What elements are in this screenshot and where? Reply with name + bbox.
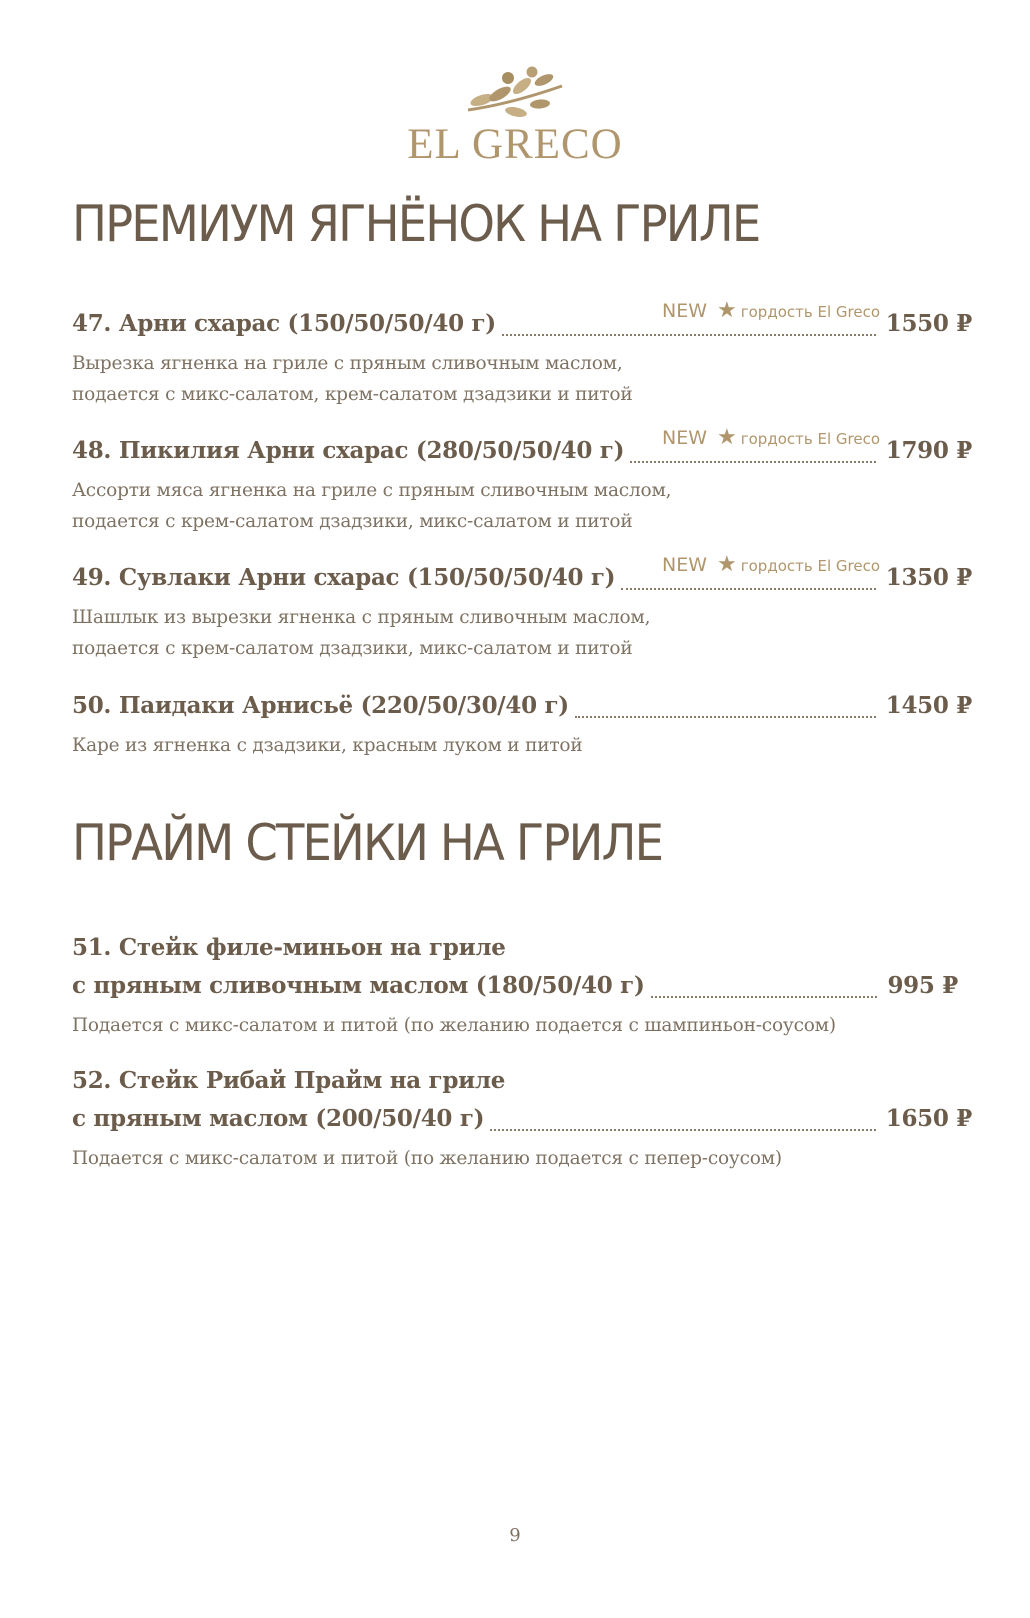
item-name: 50. Паидаки Арнисьё (220/50/30/40 г): [72, 692, 569, 719]
item-description: [72, 348, 972, 410]
item-name: 47. Арни схарас (150/50/50/40 г): [72, 310, 496, 337]
item-header: [72, 692, 972, 730]
item-header: [72, 1105, 972, 1143]
item-header: [72, 552, 972, 602]
description-line: подается с крем-салатом дзадзики, микс-салатом и питой: [72, 511, 633, 532]
dot-leader: [630, 460, 876, 463]
section-title-steaks: ПРАЙМ СТЕЙКИ НА ГРИЛЕ: [72, 814, 663, 872]
description-line: подается с микс-салатом, крем-салатом дзадзики и питой: [72, 384, 633, 405]
menu-item: [72, 298, 972, 410]
brand-name: EL GRECO: [407, 121, 623, 168]
description-line: Каре из ягненка с дзадзики, красным луком и питой: [72, 735, 583, 756]
pride-label: гордость El Greco: [740, 430, 880, 448]
menu-item: [72, 552, 972, 664]
item-name: 52. Стейк Рибай Прайм на гриле: [72, 1067, 506, 1094]
menu-item: [72, 692, 972, 761]
item-name: 48. Пикилия Арни схарас (280/50/50/40 г): [72, 437, 625, 464]
brand-logo: [0, 66, 1030, 176]
item-header: [72, 425, 972, 475]
item-name: с пряным маслом (200/50/40 г): [72, 1105, 485, 1132]
description-line: Подается с микс-салатом и питой (по желанию подается с пепер-соусом): [72, 1148, 782, 1169]
new-badge: NEW: [662, 300, 708, 322]
item-header: [72, 972, 972, 1010]
item-name: 49. Сувлаки Арни схарас (150/50/50/40 г): [72, 564, 616, 591]
menu-item: [72, 1067, 972, 1174]
item-badge: [658, 298, 880, 323]
item-description: [72, 730, 972, 761]
item-description: [72, 1010, 972, 1041]
description-line: Шашлык из вырезки ягненка с пряным сливочным маслом,: [72, 607, 651, 628]
item-price: 1450 ₽: [885, 692, 972, 719]
page-number: 9: [509, 1525, 521, 1546]
item-name: 51. Стейк филе-миньон на гриле: [72, 934, 506, 961]
description-line: подается с крем-салатом дзадзики, микс-салатом и питой: [72, 638, 633, 659]
item-description: [72, 602, 972, 664]
dot-leader: [651, 995, 878, 998]
pride-label: гордость El Greco: [740, 303, 880, 321]
item-header: [72, 298, 972, 348]
menu-item: [72, 425, 972, 537]
dot-leader: [490, 1128, 876, 1131]
star-icon: ★: [717, 425, 737, 450]
item-price: 1790 ₽: [885, 437, 972, 464]
star-icon: ★: [717, 298, 737, 323]
description-line: Подается с микс-салатом и питой (по желанию подается с шампиньон-соусом): [72, 1015, 836, 1036]
description-line: Ассорти мяса ягненка на гриле с пряным сливочным маслом,: [72, 480, 672, 501]
dot-leader: [575, 715, 876, 718]
item-description: [72, 475, 972, 537]
section-title-lamb: ПРЕМИУМ ЯГНЁНОК НА ГРИЛЕ: [72, 195, 760, 253]
item-price: 995 ₽: [887, 972, 958, 999]
new-badge: NEW: [662, 554, 708, 576]
olive-branch-icon: [460, 66, 570, 120]
new-badge: NEW: [662, 427, 708, 449]
menu-item: [72, 934, 972, 1041]
dot-leader: [621, 587, 876, 590]
item-price: 1550 ₽: [885, 310, 972, 337]
dot-leader: [502, 333, 876, 336]
item-header-line1: [72, 934, 972, 972]
item-description: [72, 1143, 972, 1174]
star-icon: ★: [717, 552, 737, 577]
item-price: 1350 ₽: [885, 564, 972, 591]
item-name: с пряным сливочным маслом (180/50/40 г): [72, 972, 645, 999]
pride-label: гордость El Greco: [740, 557, 880, 575]
item-header-line1: [72, 1067, 972, 1105]
description-line: Вырезка ягненка на гриле с пряным сливочным маслом,: [72, 353, 623, 374]
item-badge: [658, 552, 880, 577]
item-badge: [658, 425, 880, 450]
item-price: 1650 ₽: [885, 1105, 972, 1132]
